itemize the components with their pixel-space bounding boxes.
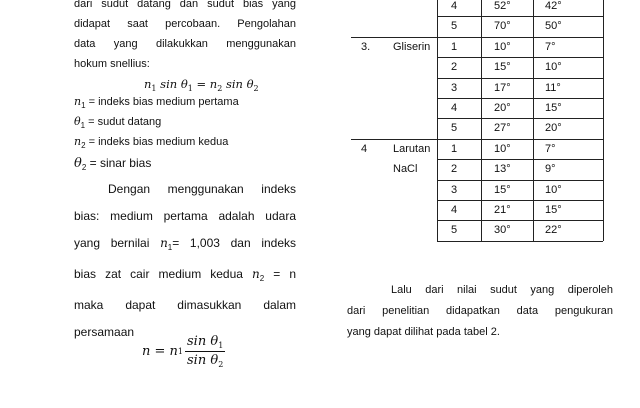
cell-trial: 5	[451, 224, 458, 237]
table-rule	[437, 159, 603, 160]
table-rule	[437, 220, 603, 221]
intro-paragraph	[74, 0, 296, 74]
table-rule	[437, 57, 603, 58]
table-rule	[437, 180, 603, 181]
cell-incident-angle: 70°	[494, 20, 511, 33]
cell-trial: 3	[451, 183, 458, 196]
equation-fraction: $\frac{\sin \theta_1}{\sin \theta_2}$	[187, 334, 224, 369]
cell-trial: 2	[451, 61, 458, 74]
cell-incident-angle: 17°	[494, 81, 511, 94]
table-rule	[437, 241, 603, 242]
cell-trial: 4	[451, 0, 458, 12]
cell-trial: 4	[451, 102, 458, 114]
table-rule	[437, 200, 603, 201]
intro-line: data yang dilakukkan menggunakan	[74, 38, 296, 50]
table-rule	[437, 98, 603, 99]
cell-refraction-angle: 20°	[545, 122, 562, 135]
table-rule	[437, 78, 603, 79]
definition-theta1: $\theta_1$ = sudut datang	[74, 115, 162, 130]
table-rule	[437, 16, 603, 17]
table-column-rule	[603, 0, 604, 241]
definition-theta2: $\theta_2$ = sinar bias	[74, 156, 152, 172]
cell-refraction-angle: 15°	[545, 204, 562, 216]
intro-line: hokum snellius:	[74, 58, 150, 70]
table-column-rule	[437, 0, 438, 241]
table-rule	[351, 139, 603, 140]
cell-medium: NaCl	[393, 163, 418, 176]
table-rule	[351, 37, 603, 38]
cell-incident-angle: 52°	[494, 0, 511, 12]
cell-incident-angle: 10°	[494, 142, 511, 155]
cell-incident-angle: 27°	[494, 122, 511, 135]
cell-refraction-angle: 9°	[545, 163, 556, 176]
table-rule	[437, 118, 603, 119]
cell-medium: Gliserin	[393, 40, 431, 53]
table-column-rule	[533, 0, 534, 241]
refraction-equation: n = n 1 $\frac{\sin \theta_1}{\sin \theta_2}$	[142, 334, 224, 369]
cell-group-number: 4	[361, 142, 368, 155]
cell-trial: 5	[451, 20, 458, 33]
cell-trial: 3	[451, 81, 458, 94]
cell-incident-angle: 15°	[494, 61, 511, 74]
cell-trial: 1	[451, 40, 458, 53]
cell-refraction-angle: 10°	[545, 61, 562, 74]
cell-incident-angle: 10°	[494, 40, 511, 53]
definition-n2: $n_2$ = indeks bias medium kedua	[74, 135, 229, 150]
cell-incident-angle: 21°	[494, 204, 511, 216]
cell-medium: Larutan	[393, 142, 431, 155]
cell-refraction-angle: 42°	[545, 0, 562, 12]
cell-group-number: 3.	[361, 40, 371, 53]
cell-trial: 4	[451, 204, 458, 216]
cell-refraction-angle: 15°	[545, 102, 562, 114]
definition-n1: $n_1$ = indeks bias medium pertama	[74, 95, 239, 110]
cell-refraction-angle: 7°	[545, 40, 556, 53]
cell-refraction-angle: 22°	[545, 224, 562, 237]
intro-line: dari sudut datang dan sudut bias yang	[74, 0, 296, 10]
cell-refraction-angle: 10°	[545, 183, 562, 196]
cell-incident-angle: 30°	[494, 224, 511, 237]
body-paragraph: Dengan menggunakan indeks bias: medium pertama adalah udara yang bernilai $n_1= 1,003$ dan indeks bias zat cair medium kedua $n_2 = n$ maka dapat dimasukkan dalam persamaan	[74, 182, 297, 339]
cell-incident-angle: 15°	[494, 183, 511, 196]
cell-refraction-angle: 7°	[545, 142, 556, 155]
cell-incident-angle: 20°	[494, 102, 511, 114]
cell-trial: 2	[451, 163, 458, 176]
table-column-rule	[481, 0, 482, 241]
cell-trial: 1	[451, 142, 458, 155]
intro-line: didapat saat percobaan. Pengolahan	[74, 18, 296, 30]
cell-refraction-angle: 11°	[545, 81, 561, 94]
cell-trial: 5	[451, 122, 458, 135]
cell-incident-angle: 13°	[494, 163, 511, 176]
conclusion-paragraph: Lalu dari nilai sudut yang diperoleh dari penelitian didapatkan data pengukuran yang dapat dilihat pada tabel 2.	[347, 284, 613, 338]
snell-equation: $n_1$ $\sin \theta_1 = n_2$ $\sin \theta_2$	[144, 77, 259, 93]
cell-refraction-angle: 50°	[545, 20, 562, 33]
